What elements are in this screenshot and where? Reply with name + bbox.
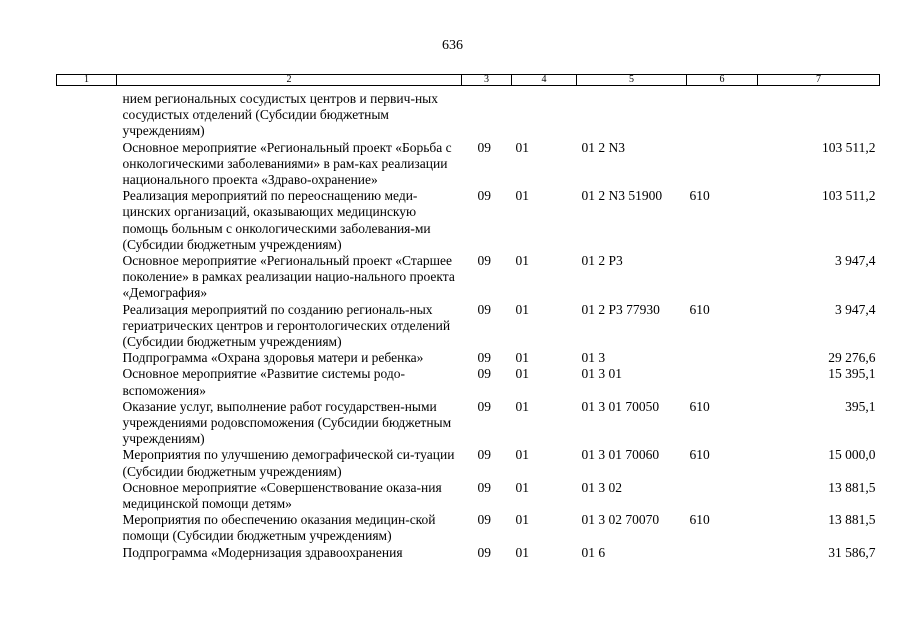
row-number-cell <box>57 480 117 512</box>
row-section-code: 09 <box>477 139 491 155</box>
row-section-code: 09 <box>477 512 491 528</box>
row-expense-type <box>687 253 758 302</box>
row-amount: 103 511,2 <box>822 139 876 155</box>
row-expense-type <box>687 86 758 140</box>
row-name: Мероприятия по обеспечению оказания медицин-ской помощи (Субсидии бюджетным учреждениям) <box>122 512 436 544</box>
row-target-article: 01 3 01 <box>581 366 622 382</box>
row-expense-type <box>687 350 758 366</box>
row-amount: 395,1 <box>845 398 876 414</box>
row-section-code: 09 <box>477 301 491 317</box>
col-header-4: 4 <box>512 75 577 86</box>
row-number-cell <box>57 86 117 140</box>
table-row <box>57 86 880 140</box>
row-amount: 3 947,4 <box>835 253 876 269</box>
col-header-2: 2 <box>117 75 462 86</box>
row-amount: 103 511,2 <box>822 188 876 204</box>
col-header-7: 7 <box>758 75 880 86</box>
row-number-cell <box>57 399 117 448</box>
row-number-cell <box>57 253 117 302</box>
table-row <box>57 545 880 561</box>
row-subsection-code: 01 <box>515 253 529 269</box>
row-amount: 15 000,0 <box>828 447 876 463</box>
row-amount: 31 586,7 <box>828 544 876 560</box>
row-section-code: 09 <box>477 350 491 366</box>
table-row <box>57 350 880 366</box>
table-row <box>57 253 880 302</box>
header-row <box>57 75 880 86</box>
row-expense-type: 610 <box>689 188 710 204</box>
row-name: нием региональных сосудистых центров и первич-ных сосудистых отделений (Субсидии бюджетным учреждениям) <box>122 91 438 139</box>
row-target-article: 01 3 01 70060 <box>581 447 660 463</box>
col-header-1: 1 <box>57 75 117 86</box>
row-subsection-code: 01 <box>515 544 529 560</box>
row-target-article: 01 2 N3 <box>581 139 625 155</box>
row-section-code: 09 <box>477 398 491 414</box>
row-section-code: 09 <box>477 447 491 463</box>
row-amount: 3 947,4 <box>835 301 876 317</box>
row-amount: 13 881,5 <box>828 512 876 528</box>
row-number-cell <box>57 366 117 398</box>
col-header-6: 6 <box>687 75 758 86</box>
row-subsection-code: 01 <box>515 447 529 463</box>
row-amount: 29 276,6 <box>828 350 876 366</box>
row-number-cell <box>57 447 117 479</box>
row-target-article <box>577 86 687 140</box>
row-name: Оказание услуг, выполнение работ государствен-ными учреждениями родовспоможения (Субсидии бюджетным учреждениям) <box>122 398 452 447</box>
row-name: Мероприятия по улучшению демографической си-туации (Субсидии бюджетным учреждениям) <box>122 447 455 479</box>
row-expense-type <box>687 545 758 561</box>
row-name: Подпрограмма «Модернизация здравоохранения <box>122 544 403 560</box>
row-number-cell <box>57 302 117 351</box>
row-section-code: 09 <box>477 366 491 382</box>
row-subsection-code: 01 <box>515 479 529 495</box>
row-number-cell <box>57 545 117 561</box>
row-section-code: 09 <box>477 188 491 204</box>
row-target-article: 01 2 N3 51900 <box>581 188 663 204</box>
row-expense-type: 610 <box>689 512 710 528</box>
table-row <box>57 399 880 448</box>
row-number-cell <box>57 512 117 544</box>
row-subsection-code: 01 <box>515 188 529 204</box>
col-header-3: 3 <box>462 75 512 86</box>
page-number: 636 <box>442 38 463 53</box>
table-row <box>57 366 880 398</box>
row-name: Подпрограмма «Охрана здоровья матери и ребенка» <box>122 350 424 366</box>
row-amount <box>758 86 880 140</box>
row-name: Основное мероприятие «Региональный проект «Старшее поколение» в рамках реализации нацио-нального проекта «Демография» <box>122 253 455 301</box>
row-target-article: 01 6 <box>581 544 606 560</box>
row-subsection-code: 01 <box>515 398 529 414</box>
row-name: Реализация мероприятий по созданию региональ-ных гериатрических центров и геронтологических отделений (Субсидии бюджетным учреждениям) <box>122 301 451 350</box>
row-subsection-code: 01 <box>515 512 529 528</box>
budget-table <box>56 74 880 561</box>
table-row <box>57 447 880 479</box>
row-target-article: 01 3 01 70050 <box>581 398 660 414</box>
row-number-cell <box>57 140 117 189</box>
row-amount: 15 395,1 <box>828 366 876 382</box>
row-name: Основное мероприятие «Совершенствование оказа-ния медицинской помощи детям» <box>122 479 442 512</box>
row-section-code: 09 <box>477 253 491 269</box>
row-subsection-code <box>512 86 577 140</box>
row-expense-type <box>687 366 758 398</box>
row-expense-type: 610 <box>689 301 710 317</box>
row-expense-type <box>687 140 758 189</box>
row-target-article: 01 3 02 <box>581 479 622 495</box>
row-subsection-code: 01 <box>515 139 529 155</box>
row-subsection-code: 01 <box>515 350 529 366</box>
row-name: Основное мероприятие «Развитие системы родо-вспоможения» <box>122 366 406 398</box>
row-section-code <box>462 86 512 140</box>
row-target-article: 01 2 P3 <box>581 253 623 269</box>
col-header-5: 5 <box>577 75 687 86</box>
row-number-cell <box>57 350 117 366</box>
row-subsection-code: 01 <box>515 301 529 317</box>
table-row <box>57 188 880 253</box>
row-section-code: 09 <box>477 544 491 560</box>
table-row <box>57 302 880 351</box>
row-target-article: 01 3 02 70070 <box>581 512 660 528</box>
table-row <box>57 512 880 544</box>
row-target-article: 01 2 P3 77930 <box>581 301 660 317</box>
row-number-cell <box>57 188 117 253</box>
row-expense-type: 610 <box>689 447 710 463</box>
row-name: Основное мероприятие «Региональный проект «Борьба с онкологическими заболеваниями» в рам-ках реализации национального проекта «Здраво-охранение» <box>122 139 452 188</box>
row-subsection-code: 01 <box>515 366 529 382</box>
row-name: Реализация мероприятий по переоснащению меди-цинских организаций, оказывающих медицинскую помощь больным с онкологическими заболевания-ми (Субсидии бюджетным учреждениям) <box>122 188 431 252</box>
row-target-article: 01 3 <box>581 350 606 366</box>
table-row <box>57 480 880 512</box>
row-amount: 13 881,5 <box>828 479 876 495</box>
row-expense-type <box>687 480 758 512</box>
row-expense-type: 610 <box>689 398 710 414</box>
table-row <box>57 140 880 189</box>
row-section-code: 09 <box>477 479 491 495</box>
